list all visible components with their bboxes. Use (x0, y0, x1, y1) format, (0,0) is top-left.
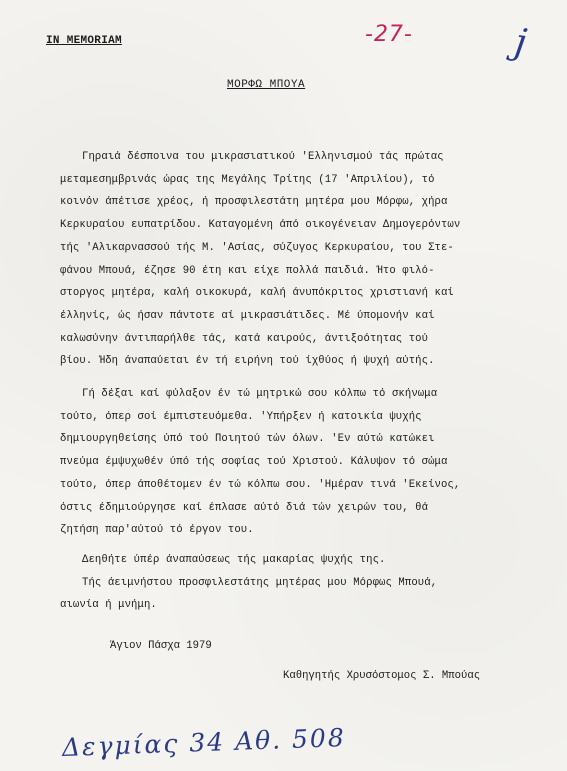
text-line: όστις έδημιούργησε καί έπλασε αύτό διά τών χειρών του, θά (60, 501, 429, 514)
text-line: στοργος μητέρα, καλή οικοκυρά, καλή άνυπόκριτος χριστιανή καί (60, 287, 454, 300)
text-line: έλληνίς, ώς ήσαν πάντοτε αί μικρασιάτιδες. Μέ ύπομονήν καί (60, 309, 435, 322)
handwritten-address-note: Δεγμίας 34 Αθ. 508 (61, 723, 347, 762)
text-line: τούτο, όπερ άποθέτομεν έν τώ κόλπω σου. 'Ημέραν τινά 'Εκείνος, (60, 478, 461, 491)
handwritten-corner-mark: j (512, 21, 529, 64)
text-line: βίου. Ήδη άναπαύεται έν τή ειρήνη τού ίχθύος ή ψυχή αύτής. (60, 355, 435, 368)
text-line: μεταμεσημβρινάς ώρας της Μεγάλης Τρίτης (17 'Απριλίου), τό (60, 173, 435, 186)
text-line: κοινόν άπέτισε χρέος, ή προσφιλεστάτη μητέρα μου Μόρφω, χήρα (60, 196, 448, 209)
text-line: Τής άειμνήστου προσφιλεστάτης μητέρας μου Μόρφως Μπουά, (82, 576, 438, 589)
date-line: Άγιον Πάσχα 1979 (110, 640, 212, 652)
text-line: αιωνία ή μνήμη. (60, 599, 157, 612)
paragraph-2 (60, 383, 510, 542)
text-line: Γή δέξαι καί φύλαξον έν τώ μητρικώ σου κόλπω τό σκήνωμα (82, 388, 438, 400)
text-line: ζητήση παρ'αύτού τό έργον του. (60, 524, 254, 537)
signature-line: Καθηγητής Χρυσόστομος Σ. Μπούας (283, 670, 481, 682)
document-title: ΜΟΡΦΩ ΜΠΟΥΑ (227, 79, 306, 91)
text-line: Κερκυραίου ευπατρίδου. Καταγομένη άπό οικογένειαν Δημογερόντων (60, 219, 461, 232)
text-line: τούτο, όπερ σοί έμπιστευόμεθα. 'Υπήρξεν ή κατοικία ψυχής (60, 410, 422, 423)
paragraph-1 (60, 146, 510, 373)
text-line: φάνου Μπουά, έζησε 90 έτη και είχε πολλά παιδιά. Ήτο φιλό- (60, 264, 435, 277)
handwritten-page-number: -27- (365, 22, 413, 47)
text-line: Γηραιά δέσποινα του μικρασιατικού 'Ελληνισμού τάς πρώτας (82, 151, 444, 163)
text-line: πνεύμα έμψυχωθέν ύπό τής σοφίας τού Χριστού. Κάλυψον τό σώμα (60, 456, 448, 469)
text-line: καλωσύνην άντιπαρήλθε τάς, κατά καιρούς, άντιξοότητας τού (60, 332, 429, 345)
text-line: τής 'Αλικαρνασσού τής Μ. 'Ασίας, σύζυγος Κερκυραίου, του Στε- (60, 241, 454, 254)
text-line: Δεηθήτε ύπέρ άναπαύσεως τής μακαρίας ψυχής της. (82, 554, 386, 566)
paragraph-3 (60, 549, 510, 617)
text-line: δημιουργηθείσης ύπό τού Ποιητού τών όλων. 'Εν αύτώ κατώκει (60, 433, 435, 446)
memoriam-header: IN MEMORIAM (46, 35, 122, 47)
